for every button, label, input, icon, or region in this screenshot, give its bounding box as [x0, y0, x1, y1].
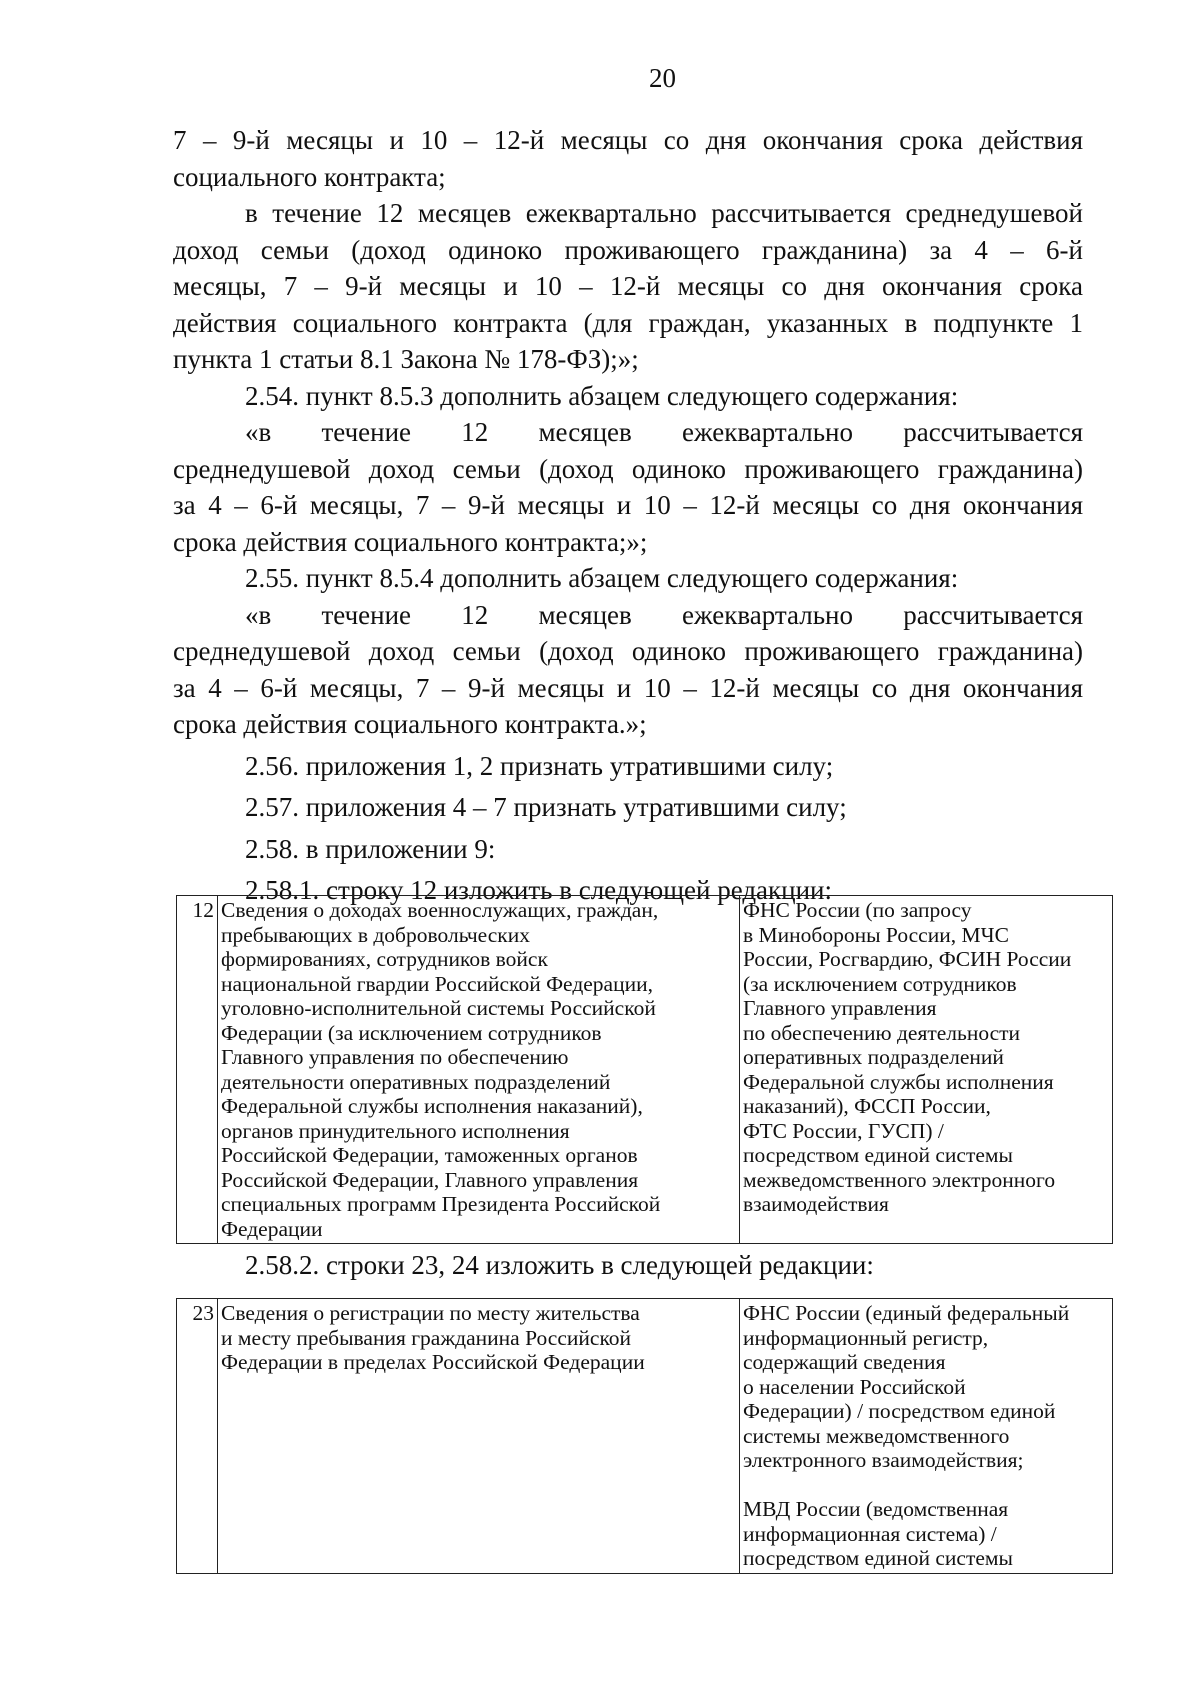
row-description: [218, 896, 740, 1244]
row-number: 23: [177, 1299, 218, 1574]
cell-line: МВД России (ведомственная: [743, 1497, 1009, 1521]
body-line: за 4 – 6-й месяцы, 7 – 9-й месяцы и 10 – 12-й месяцы со дня окончания: [173, 672, 1083, 703]
body-line: срока действия социального контракта;»;: [173, 526, 648, 557]
body-text: [173, 122, 1083, 909]
body-line: 2.55. пункт 8.5.4 дополнить абзацем следующего содержания:: [245, 563, 959, 593]
body-line: социального контракта;: [173, 161, 446, 192]
cell-line: электронного взаимодействия;: [743, 1448, 1024, 1472]
cell-line: органов принудительного исполнения: [221, 1118, 570, 1143]
cell-line: межведомственного электронного: [743, 1167, 1056, 1192]
body-line: 2.58.1. строку 12 изложить в следующей редакции:: [245, 875, 833, 905]
cell-line: Федерации в пределах Российской Федерации: [221, 1350, 645, 1374]
row-description: [218, 1299, 740, 1574]
cell-line: Федерации) / посредством единой: [743, 1399, 1056, 1423]
source-lines-mvd: [743, 1497, 1110, 1571]
cell-line: (за исключением сотрудников: [743, 971, 1017, 996]
row-number: 12: [177, 896, 218, 1244]
body-line: месяцы, 7 – 9-й месяцы и 10 – 12-й месяцы со дня окончания срока: [173, 271, 1083, 301]
cell-line: оперативных подразделений: [743, 1045, 1004, 1069]
cell-line: специальных программ Президента Российской: [221, 1192, 661, 1216]
cell-line: и месту пребывания гражданина Российской: [221, 1325, 632, 1350]
body-line: 7 – 9-й месяцы и 10 – 12-й месяцы со дня окончания срока действия: [173, 125, 1083, 155]
cell-line: Сведения о доходах военнослужащих, граждан,: [221, 898, 659, 922]
table-row-23: [176, 1298, 1113, 1574]
cell-line: ФНС России (единый федеральный: [743, 1301, 1070, 1325]
body-line: за 4 – 6-й месяцы, 7 – 9-й месяцы и 10 – 12-й месяцы со дня окончания: [173, 490, 1083, 520]
source-lines-fns: [743, 1301, 1110, 1473]
cell-line: национальной гвардии Российской Федерации,: [221, 971, 653, 996]
body-line: 2.56. приложения 1, 2 признать утратившими силу;: [245, 750, 834, 781]
cell-line: о населении Российской: [743, 1374, 966, 1399]
body-line: 2.58. в приложении 9:: [245, 833, 496, 864]
cell-line: России, Росгвардию, ФСИН России: [743, 947, 1072, 971]
body-line: 2.54. пункт 8.5.3 дополнить абзацем следующего содержания:: [245, 380, 959, 411]
body-line: «в течение 12 месяцев ежеквартально рассчитывается: [245, 417, 1083, 447]
cell-line: уголовно-исполнительной системы Российской: [221, 996, 656, 1020]
cell-line: Главного управления по обеспечению: [221, 1045, 569, 1069]
section-2-58-2-title: 2.58.2. строки 23, 24 изложить в следующей редакции:: [245, 1250, 874, 1280]
cell-line: пребывающих в добровольческих: [221, 922, 530, 947]
body-line: срока действия социального контракта.»;: [173, 709, 647, 739]
cell-line: взаимодействия: [743, 1192, 889, 1216]
cell-line: Российской Федерации, таможенных органов: [221, 1143, 638, 1167]
body-line: «в течение 12 месяцев ежеквартально рассчитывается: [245, 599, 1083, 630]
body-line: действия социального контракта (для граждан, указанных в подпункте 1: [173, 307, 1083, 338]
cell-line: системы межведомственного: [743, 1423, 1010, 1448]
row-source: [740, 1299, 1113, 1574]
cell-line: Федерации: [221, 1216, 323, 1241]
description-lines: [221, 1301, 737, 1375]
body-line: пункта 1 статьи 8.1 Закона № 178-ФЗ);»;: [173, 344, 639, 374]
row-source: [740, 896, 1113, 1244]
cell-line: Федеральной службы исполнения: [743, 1069, 1054, 1094]
description-lines: [221, 898, 737, 1241]
cell-line: ФТС России, ГУСП) /: [743, 1118, 944, 1143]
cell-line: ФНС России (по запросу: [743, 898, 972, 922]
cell-line: посредством единой системы: [743, 1546, 1013, 1570]
table-row: [177, 896, 1113, 1244]
source-lines: [743, 898, 1110, 1217]
page-number: 20: [649, 63, 676, 93]
body-line: в течение 12 месяцев ежеквартально рассчитывается среднедушевой: [245, 198, 1083, 228]
body-line: 2.57. приложения 4 – 7 признать утратившими силу;: [245, 792, 847, 822]
cell-line: деятельности оперативных подразделений: [221, 1069, 611, 1094]
body-line: среднедушевой доход семьи (доход одиноко проживающего гражданина): [173, 453, 1083, 484]
body-line: доход семьи (доход одиноко проживающего гражданина) за 4 – 6-й: [173, 234, 1083, 265]
cell-line: Сведения о регистрации по месту жительства: [221, 1301, 640, 1325]
cell-line: содержащий сведения: [743, 1350, 946, 1374]
cell-line: информационный регистр,: [743, 1325, 989, 1350]
cell-line: в Минобороны России, МЧС: [743, 922, 1009, 947]
cell-line: посредством единой системы: [743, 1143, 1013, 1167]
cell-line: наказаний), ФССП России,: [743, 1094, 991, 1118]
table-row: [177, 1299, 1113, 1574]
cell-line: Федеральной службы исполнения наказаний),: [221, 1094, 643, 1118]
table-row-12: [176, 895, 1113, 1244]
cell-line: формированиях, сотрудников войск: [221, 947, 548, 971]
cell-line: по обеспечению деятельности: [743, 1020, 1021, 1045]
cell-line: Российской Федерации, Главного управления: [221, 1167, 639, 1192]
body-line: среднедушевой доход семьи (доход одиноко проживающего гражданина): [173, 636, 1083, 666]
paragraph-gap: [743, 1473, 1110, 1498]
cell-line: Главного управления: [743, 996, 937, 1020]
cell-line: Федерации (за исключением сотрудников: [221, 1020, 602, 1045]
cell-line: информационная система) /: [743, 1521, 997, 1546]
